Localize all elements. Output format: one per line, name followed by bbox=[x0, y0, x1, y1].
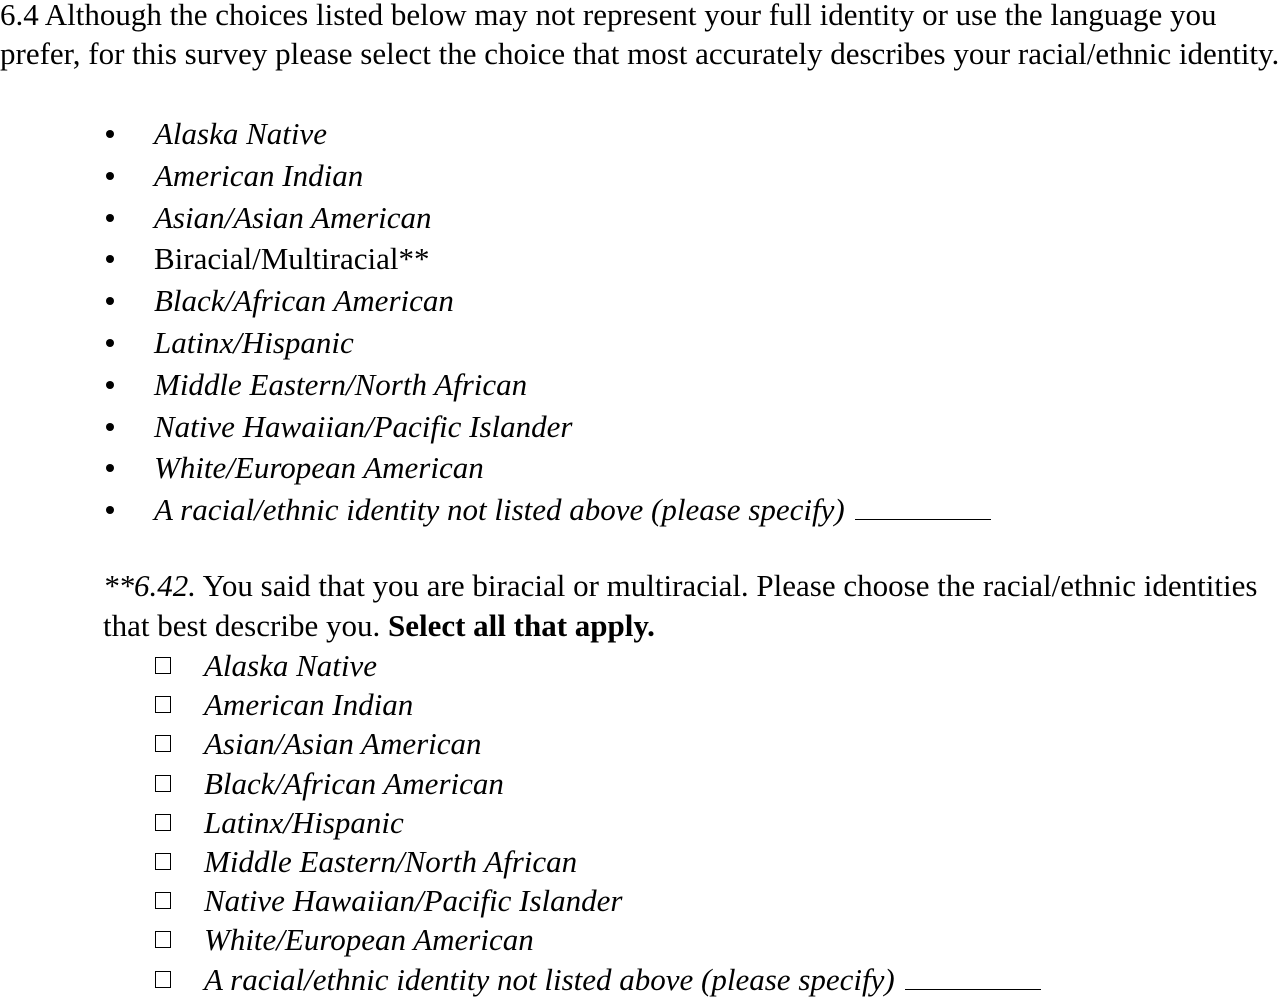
checkbox[interactable] bbox=[155, 931, 171, 948]
question-instruction: Select all that apply. bbox=[387, 607, 655, 643]
question-number: **6.42. bbox=[103, 568, 196, 603]
question-body: You said that you are biracial or multiracial. Please choose the racial/ethnic identities that best describe you. bbox=[103, 568, 1258, 643]
checkbox-label: White/European American bbox=[204, 922, 534, 958]
checkbox-label: Asian/Asian American bbox=[204, 726, 482, 762]
specify-blank-field[interactable] bbox=[905, 969, 1041, 990]
bullet-icon bbox=[106, 506, 114, 514]
checkbox[interactable] bbox=[155, 735, 171, 752]
checkbox-label: Native Hawaiian/Pacific Islander bbox=[204, 883, 623, 919]
checkbox-label: A racial/ethnic identity not listed above (please specify) bbox=[204, 961, 895, 997]
checkbox[interactable] bbox=[155, 657, 171, 674]
bullet-icon bbox=[106, 464, 114, 472]
checkbox-label: Latinx/Hispanic bbox=[204, 804, 404, 840]
bullet-icon bbox=[106, 381, 114, 389]
option-label: Asian/Asian American bbox=[154, 199, 432, 235]
bullet-icon bbox=[106, 130, 114, 138]
question-6-42 bbox=[103, 566, 1273, 645]
option-label: Biracial/Multiracial** bbox=[154, 241, 430, 277]
checkbox-label: Middle Eastern/North African bbox=[204, 843, 578, 879]
question-6-42-text bbox=[103, 566, 1273, 645]
checkbox-label: Alaska Native bbox=[204, 648, 378, 683]
option-label-with-blank bbox=[154, 489, 991, 531]
option-label: Alaska Native bbox=[154, 116, 328, 151]
option-label: Latinx/Hispanic bbox=[154, 324, 354, 360]
bullet-icon bbox=[106, 423, 114, 431]
bullet-icon bbox=[106, 172, 114, 180]
checkbox-label: American Indian bbox=[204, 687, 414, 723]
bullet-icon bbox=[106, 339, 114, 347]
checkbox[interactable] bbox=[155, 814, 171, 831]
checkbox[interactable] bbox=[155, 775, 171, 792]
checkbox-label: Black/African American bbox=[204, 765, 504, 801]
checkbox[interactable] bbox=[155, 971, 171, 988]
bullet-icon bbox=[106, 255, 114, 263]
bullet-icon bbox=[106, 214, 114, 222]
checkbox[interactable] bbox=[155, 696, 171, 713]
option-label: Native Hawaiian/Pacific Islander bbox=[154, 408, 573, 444]
option-label: Middle Eastern/North African bbox=[154, 366, 528, 402]
option-label: Black/African American bbox=[154, 283, 454, 319]
question-6-4 bbox=[0, 0, 1280, 73]
option-label: A racial/ethnic identity not listed above (please specify) bbox=[154, 492, 845, 528]
specify-blank-field[interactable] bbox=[855, 499, 991, 520]
question-6-4-text: 6.4 Although the choices listed below may not represent your full identity or use the language you prefer, for this survey please select the choice that most accurately describes your racial/ethnic identity. bbox=[0, 0, 1280, 71]
checkbox[interactable] bbox=[155, 853, 171, 870]
checkbox-label-with-blank bbox=[204, 960, 1041, 999]
option-label: White/European American bbox=[154, 450, 484, 486]
option-label: American Indian bbox=[154, 157, 364, 193]
checkbox[interactable] bbox=[155, 892, 171, 909]
bullet-icon bbox=[106, 297, 114, 305]
